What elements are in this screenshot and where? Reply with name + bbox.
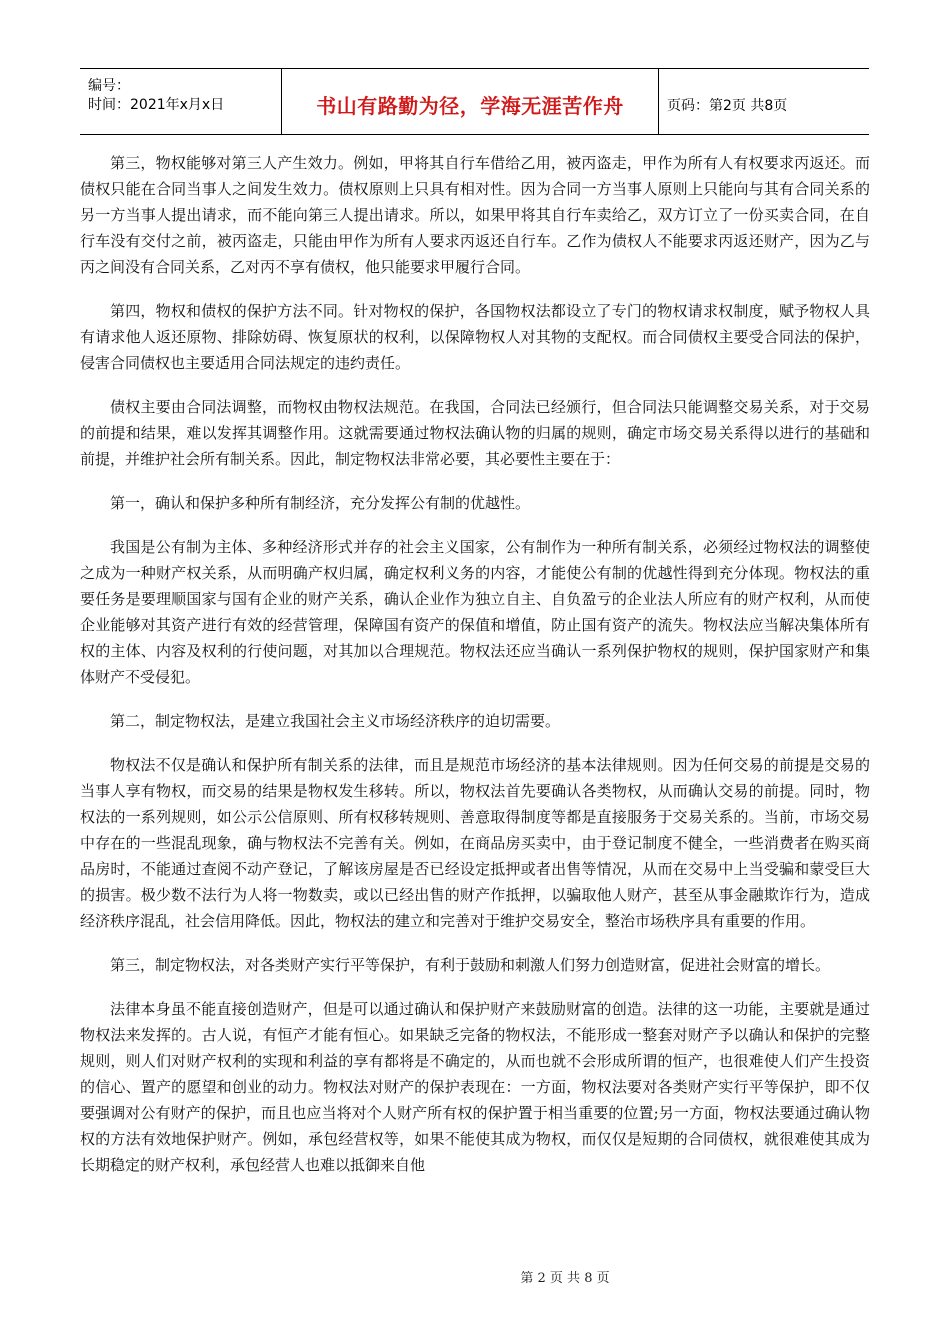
page-header: [80, 68, 869, 135]
header-motto-cell: [282, 69, 659, 134]
paragraph: 第二，制定物权法，是建立我国社会主义市场经济秩序的迫切需要。: [110, 712, 561, 730]
header-page-cell: [659, 69, 869, 134]
header-meta-cell: [80, 69, 282, 134]
page-info: 页码：第2页 共8页: [667, 97, 788, 114]
document-body: [80, 150, 870, 1196]
footer-page-number: 第 2 页 共 8 页: [520, 1271, 610, 1286]
number-label: 编号：: [88, 78, 130, 94]
paragraph: 第三，制定物权法，对各类财产实行平等保护，有利于鼓励和刺激人们努力创造财富，促进社会财富的增长。: [110, 956, 831, 974]
page-footer: [0, 1267, 950, 1286]
paragraph: 法律本身虽不能直接创造财产，但是可以通过确认和保护财产来鼓励财富的创造。法律的这一功能，主要就是通过物权法来发挥的。古人说，有恒产才能有恒心。如果缺乏完备的物权法，不能形成一整套对财产予以确认和保护的完整规则，则人们对财产权利的实现和利益的享有都将是不确定的，从而也就不会形成所谓的恒产，也很难使人们产生投资的信心、置产的愿望和创业的动力。物权法对财产的保护表现在：一方面，物权法要对各类财产实行平等保护，即不仅要强调对公有财产的保护，而且也应当将对个人财产所有权的保护置于相当重要的位置;另一方面，物权法要通过确认物权的方法有效地保护财产。例如，承包经营权等，如果不能使其成为物权，而仅仅是短期的合同债权，就很难使其成为长期稳定的财产权利，承包经营人也难以抵御来自他: [80, 1000, 870, 1174]
date-label: 时间：2021年x月x日: [88, 97, 225, 113]
paragraph: 第三，物权能够对第三人产生效力。例如，甲将其自行车借给乙用，被丙盗走，甲作为所有人有权要求丙返还。而债权只能在合同当事人之间发生效力。债权原则上只具有相对性。因为合同一方当事人原则上只能向与其有合同关系的另一方当事人提出请求，而不能向第三人提出请求。所以，如果甲将其自行车卖给乙，双方订立了一份买卖合同，在自行车没有交付之前，被丙盗走，只能由甲作为所有人要求丙返还自行车。乙作为债权人不能要求丙返还财产，因为乙与丙之间没有合同关系，乙对丙不享有债权，他只能要求甲履行合同。: [80, 154, 870, 276]
paragraph: 第四，物权和债权的保护方法不同。针对物权的保护，各国物权法都设立了专门的物权请求权制度，赋予物权人具有请求他人返还原物、排除妨碍、恢复原状的权利，以保障物权人对其物的支配权。而合同债权主要受合同法的保护，侵害合同债权也主要适用合同法规定的违约责任。: [80, 302, 870, 372]
paragraph: 物权法不仅是确认和保护所有制关系的法律，而且是规范市场经济的基本法律规则。因为任何交易的前提是交易的当事人享有物权，而交易的结果是物权发生移转。所以，物权法首先要确认各类物权，从而确认交易的前提。同时，物权法的一系列规则，如公示公信原则、所有权移转规则、善意取得制度等都是直接服务于交易关系的。当前，市场交易中存在的一些混乱现象，确与物权法不完善有关。例如，在商品房买卖中，由于登记制度不健全，一些消费者在购买商品房时，不能通过查阅不动产登记，了解该房屋是否已经设定抵押或者出售等情况，从而在交易中上当受骗和蒙受巨大的损害。极少数不法行为人将一物数卖，或以已经出售的财产作抵押，以骗取他人财产，甚至从事金融欺诈行为，造成经济秩序混乱，社会信用降低。因此，物权法的建立和完善对于维护交易安全，整治市场秩序具有重要的作用。: [80, 756, 870, 930]
paragraph: 债权主要由合同法调整，而物权由物权法规范。在我国，合同法已经颁行，但合同法只能调整交易关系，对于交易的前提和结果，难以发挥其调整作用。这就需要通过物权法确认物的归属的规则，确定市场交易关系得以进行的基础和前提，并维护社会所有制关系。因此，制定物权法非常必要，其必要性主要在于：: [80, 398, 870, 468]
paragraph: 第一，确认和保护多种所有制经济，充分发挥公有制的优越性。: [110, 494, 531, 512]
paragraph: 我国是公有制为主体、多种经济形式并存的社会主义国家，公有制作为一种所有制关系，必须经过物权法的调整使之成为一种财产权关系，从而明确产权归属，确定权利义务的内容，才能使公有制的优越性得到充分体现。物权法的重要任务是要理顺国家与国有企业的财产关系，确认企业作为独立自主、自负盈亏的企业法人所应有的财产权利，从而使企业能够对其资产进行有效的经营管理，保障国有资产的保值和增值，防止国有资产的流失。物权法应当解决集体所有权的主体、内容及权利的行使问题，对其加以合理规范。物权法还应当确认一系列保护物权的规则，保护国家财产和集体财产不受侵犯。: [80, 538, 870, 686]
motto-text: 书山有路勤为径，学海无涯苦作舟: [316, 94, 624, 118]
